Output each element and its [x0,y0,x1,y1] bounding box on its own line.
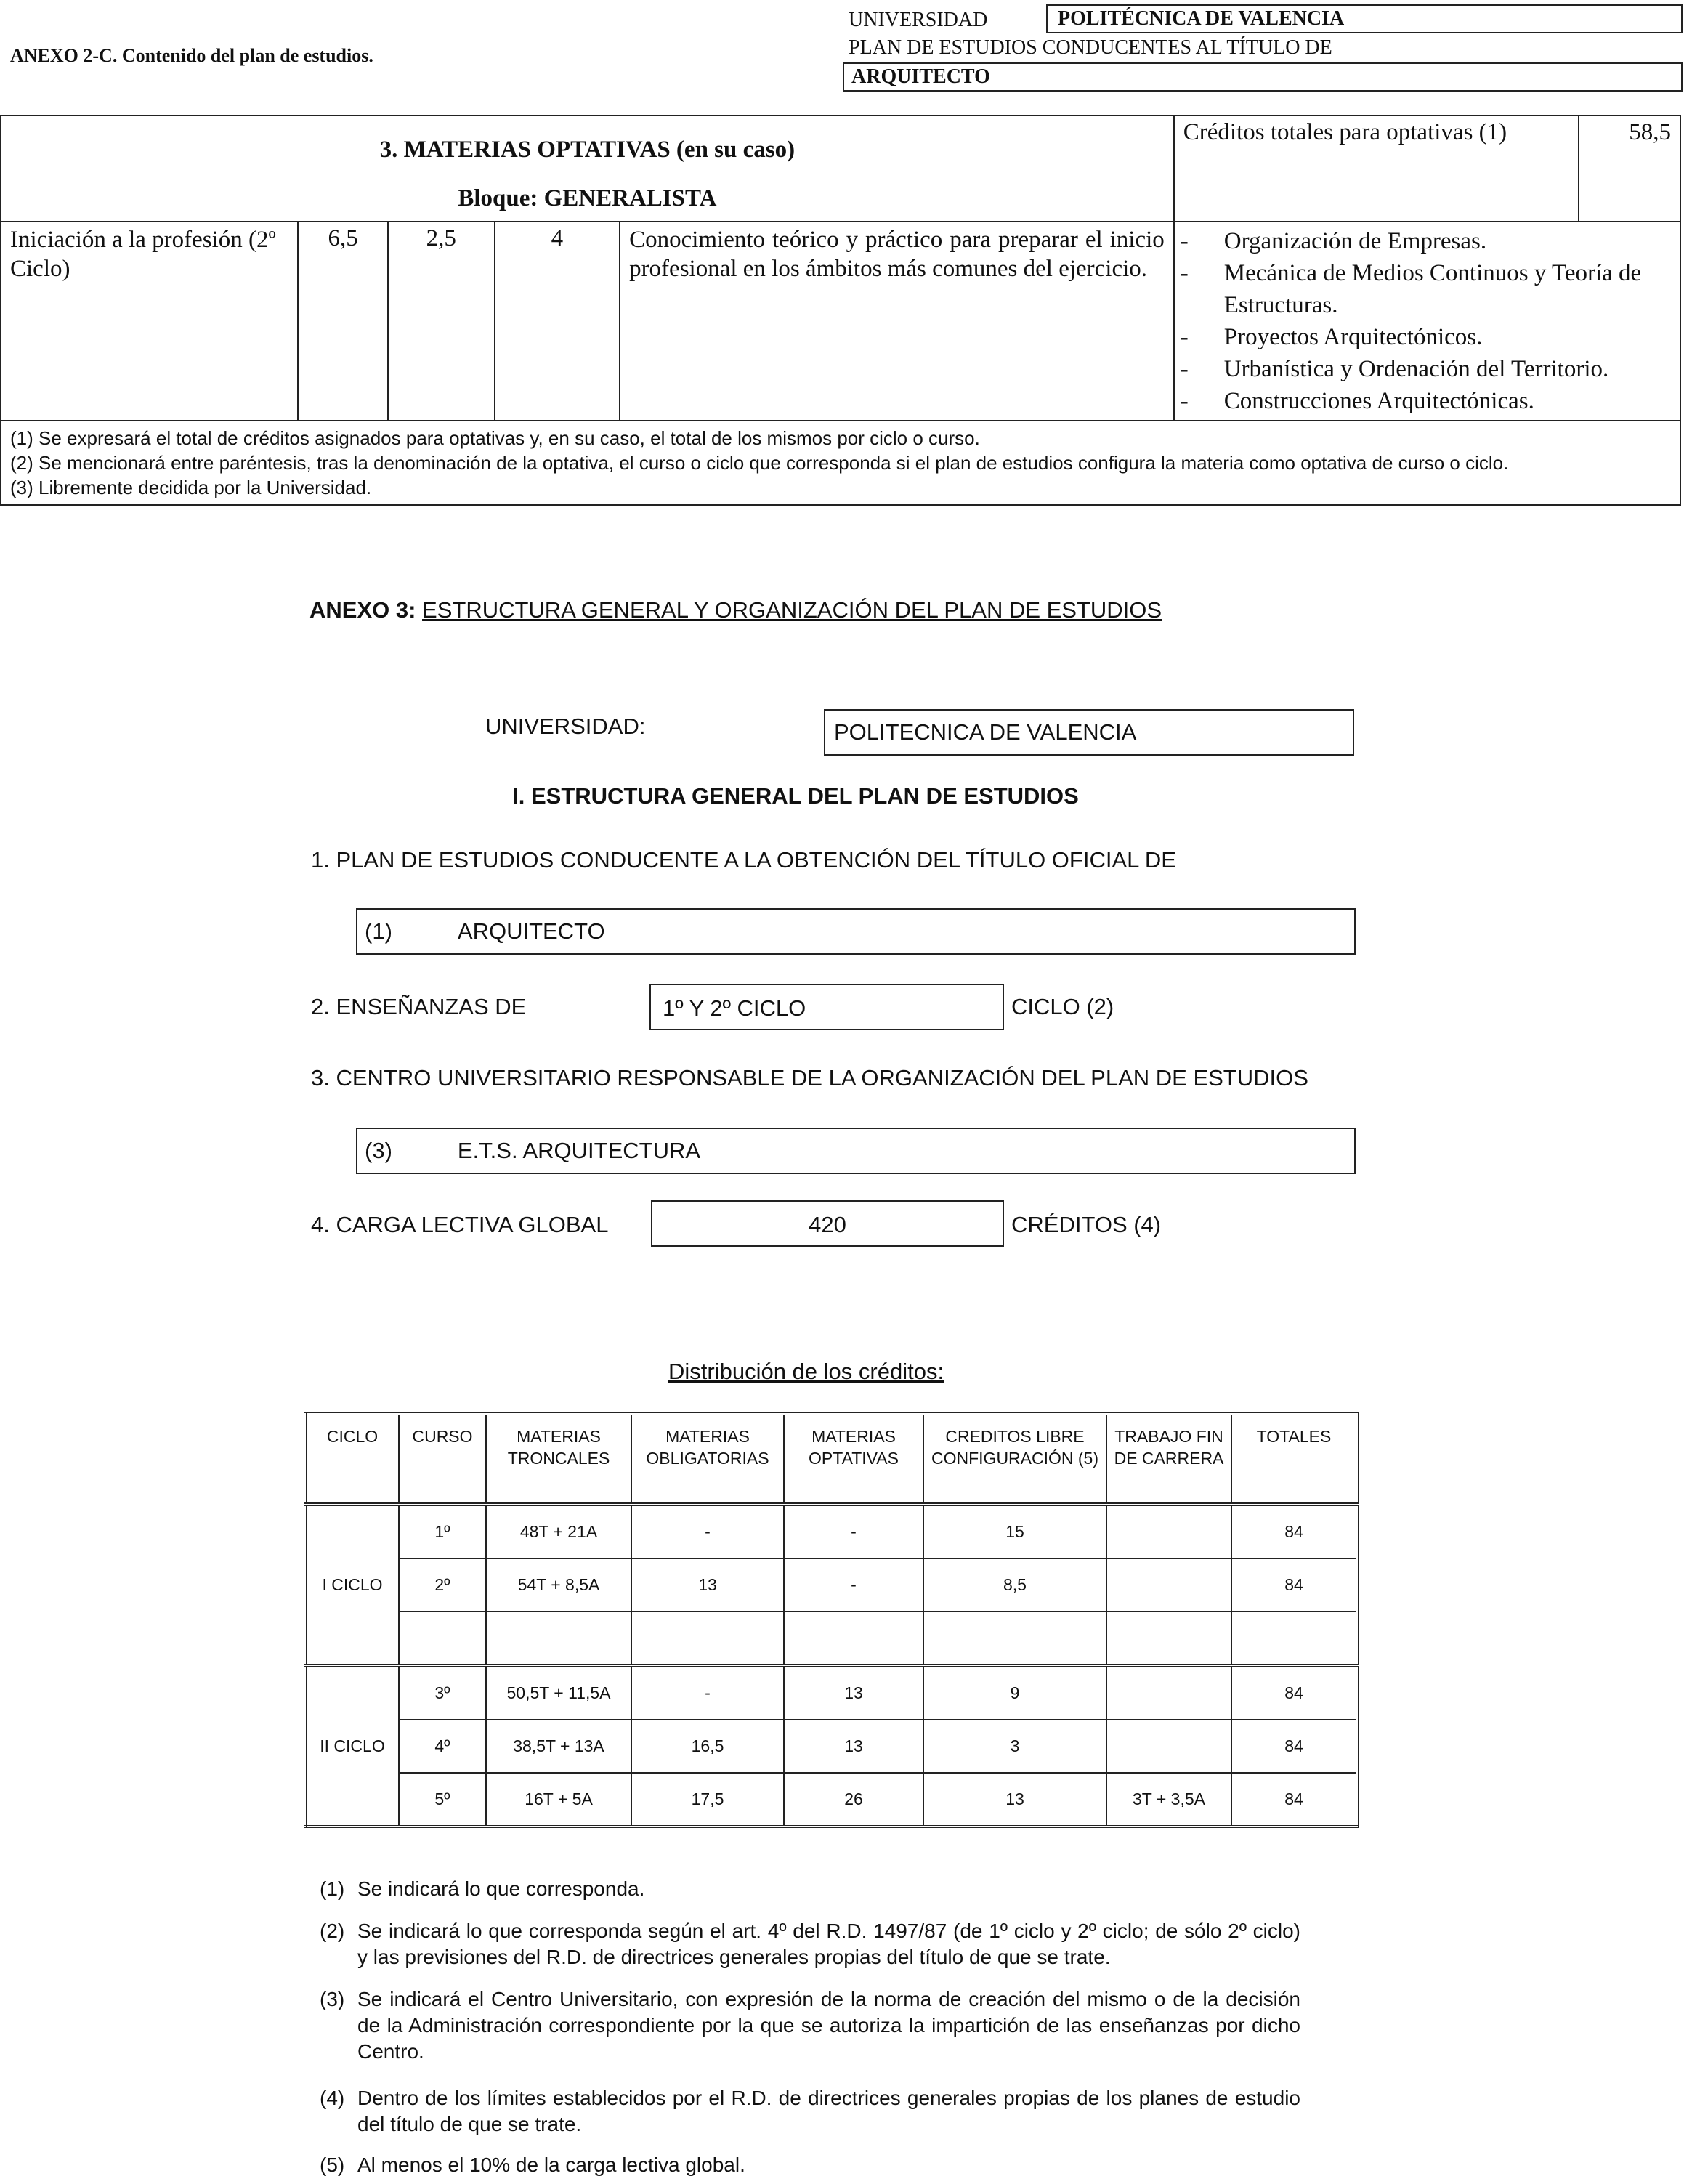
table-cell [1106,1611,1231,1666]
item3-label: 3. CENTRO UNIVERSITARIO RESPONSABLE DE LA ORGANIZACIÓN DEL PLAN DE ESTUDIOS [311,1065,1308,1091]
distribucion-table [304,1412,1359,1828]
item1-label: 1. PLAN DE ESTUDIOS CONDUCENTE A LA OBTENCIÓN DEL TÍTULO OFICIAL DE [311,847,1176,873]
item3-box [356,1128,1356,1174]
footnote-text: Se indicará el Centro Universitario, con expresión de la norma de creación del mismo o de la decisión de la Administración correspondiente por la que se autoriza la impartición de las enseñanzas por dicho Centro. [357,1988,1300,2063]
footnote-text: Se indicará lo que corresponda según el art. 4º del R.D. 1497/87 (de 1º ciclo y 2º ciclo; de sólo 2º ciclo) y las previsiones del R.D. de directrices generales propias del título de que se trate. [357,1920,1300,1968]
annex-left-title: ANEXO 2-C. Contenido del plan de estudios. [10,45,373,66]
table-cell [631,1611,784,1666]
table-cell: 13 [631,1558,784,1611]
section-title: I. ESTRUCTURA GENERAL DEL PLAN DE ESTUDIOS [512,783,1079,809]
table-cell [1106,1558,1231,1611]
optativa-denominacion: Iniciación a la profesión (2º Ciclo) [1,222,298,421]
anexo3-heading [309,597,1162,623]
item2-box [649,984,1004,1030]
optativa-teoricos: 2,5 [388,222,495,421]
table-cell: 3º [399,1666,486,1720]
item3-num: (3) [365,1138,392,1163]
optativas-title-cell [1,116,1174,222]
area-item: - Construcciones Arquitectónicas. [1181,385,1671,417]
table-cell: 2º [399,1558,486,1611]
area-item: - Proyectos Arquitectónicos. [1181,321,1671,353]
footnote-text: Al menos el 10% de la carga lectiva global. [357,2153,745,2176]
footnote-num: (1) [320,1877,345,1900]
table-cell: 4º [399,1720,486,1773]
table-cell [923,1611,1106,1666]
item2-label: 2. ENSEÑANZAS DE [311,994,527,1019]
footnote [320,1986,1300,2065]
optativa-areas-list [1181,225,1671,417]
area-item: - Urbanística y Ordenación del Territorio. [1181,353,1671,385]
table-cell: 3T + 3,5A [1106,1773,1231,1827]
table-cell: 26 [784,1773,923,1827]
col-header: CREDITOS LIBRE CONFIGURACIÓN (5) [923,1414,1106,1505]
area-item: - Organización de Empresas. [1181,225,1671,257]
footnote-num: (4) [320,2087,345,2109]
table-cell: 13 [923,1773,1106,1827]
footnote [320,1918,1300,1970]
titulo-value-box [843,62,1683,92]
table-cell: 54T + 8,5A [486,1558,631,1611]
table-cell: 84 [1231,1666,1357,1720]
footnote-num: (3) [320,1988,345,2010]
area-item: - Mecánica de Medios Continuos y Teoría de Estructuras. [1181,257,1671,321]
item1-num: (1) [365,918,392,944]
plan-label: PLAN DE ESTUDIOS CONDUCENTES AL TÍTULO DE [849,36,1332,59]
table-cell: 38,5T + 13A [486,1720,631,1773]
anexo3-universidad-label: UNIVERSIDAD: [485,713,646,739]
note-line: (1) Se expresará el total de créditos asignados para optativas y, en su caso, el total de los mismos por ciclo o curso. [10,427,980,449]
anexo3-prefix: ANEXO 3: [309,597,423,623]
item4-box [651,1200,1004,1247]
table-cell: 5º [399,1773,486,1827]
col-header: MATERIAS TRONCALES [486,1414,631,1505]
footnote-text: Dentro de los límites establecidos por el R.D. de directrices generales propias de los planes de estudio del título de que se trate. [357,2087,1300,2135]
table-cell: 17,5 [631,1773,784,1827]
item3-value: E.T.S. ARQUITECTURA [457,1138,701,1163]
optativas-title: 3. MATERIAS OPTATIVAS (en su caso) [379,137,796,163]
footnote-num: (5) [320,2153,345,2176]
table-cell: - [631,1666,784,1720]
creditos-label-cell [1174,116,1579,222]
titulo-value: ARQUITECTO [851,65,990,88]
optativa-practicos: 4 [495,222,620,421]
ciclo-cell: I CICLO [305,1505,399,1666]
table-cell: - [784,1558,923,1611]
footnote [320,2152,1300,2178]
item1-value: ARQUITECTO [457,918,605,944]
table-cell: 84 [1231,1505,1357,1559]
optativa-descripcion: Conocimiento teórico y práctico para preparar el inicio profesional en los ámbitos más comunes del ejercicio. [620,222,1174,421]
table-cell: - [631,1505,784,1559]
item4-suffix: CRÉDITOS (4) [1011,1212,1162,1237]
anexo3-title: ESTRUCTURA GENERAL Y ORGANIZACIÓN DEL PLAN DE ESTUDIOS [422,597,1162,623]
table-cell [1106,1720,1231,1773]
item1-box [356,908,1356,955]
ciclo-cell: II CICLO [305,1666,399,1827]
table-cell: 1º [399,1505,486,1559]
col-header: CICLO [305,1414,399,1505]
col-header: MATERIAS OPTATIVAS [784,1414,923,1505]
footnote [320,2085,1300,2138]
optativas-notes [1,421,1680,505]
table-cell: 84 [1231,1558,1357,1611]
col-header: MATERIAS OBLIGATORIAS [631,1414,784,1505]
item4-label: 4. CARGA LECTIVA GLOBAL [311,1212,609,1237]
item2-suffix: CICLO (2) [1011,994,1114,1019]
table-cell: 48T + 21A [486,1505,631,1559]
col-header: TOTALES [1231,1414,1357,1505]
universidad-label: UNIVERSIDAD [849,9,988,31]
anexo3-universidad-box [824,709,1354,756]
distribucion-title: Distribución de los créditos: [668,1359,944,1384]
table-cell: 3 [923,1720,1106,1773]
note-line: (2) Se mencionará entre paréntesis, tras la denominación de la optativa, el curso o ciclo que corresponda si el plan de estudios configura la materia como optativa de curso o ciclo. [10,452,1509,474]
creditos-value-cell [1579,116,1680,222]
table-cell: 84 [1231,1720,1357,1773]
table-cell [784,1611,923,1666]
optativa-areas-cell [1174,222,1680,421]
table-cell: 9 [923,1666,1106,1720]
table-cell: 50,5T + 11,5A [486,1666,631,1720]
table-cell: - [784,1505,923,1559]
table-cell: 13 [784,1666,923,1720]
note-line: (3) Libremente decidida por la Universidad. [10,477,372,498]
table-cell [399,1611,486,1666]
optativas-table [0,115,1681,506]
footnote [320,1876,1300,1902]
footnote-text: Se indicará lo que corresponda. [357,1877,645,1900]
creditos-label: Créditos totales para optativas (1) [1183,119,1507,145]
item2-value: 1º Y 2º CICLO [663,995,806,1021]
table-cell: 16T + 5A [486,1773,631,1827]
table-cell: 13 [784,1720,923,1773]
col-header: TRABAJO FIN DE CARRERA [1106,1414,1231,1505]
universidad-value: POLITÉCNICA DE VALENCIA [1058,7,1345,30]
universidad-value-box [1046,4,1683,33]
table-cell [1106,1505,1231,1559]
optativa-totales: 6,5 [298,222,388,421]
footnote-num: (2) [320,1920,345,1942]
col-header: CURSO [399,1414,486,1505]
creditos-value: 58,5 [1629,119,1671,145]
table-cell: 15 [923,1505,1106,1559]
table-cell [1106,1666,1231,1720]
anexo3-universidad-value: POLITECNICA DE VALENCIA [834,719,1137,745]
table-cell: 8,5 [923,1558,1106,1611]
item4-value: 420 [809,1212,846,1237]
table-cell: 84 [1231,1773,1357,1827]
table-cell [486,1611,631,1666]
table-cell [1231,1611,1357,1666]
table-cell: 16,5 [631,1720,784,1773]
optativas-bloque: Bloque: GENERALISTA [458,185,717,211]
